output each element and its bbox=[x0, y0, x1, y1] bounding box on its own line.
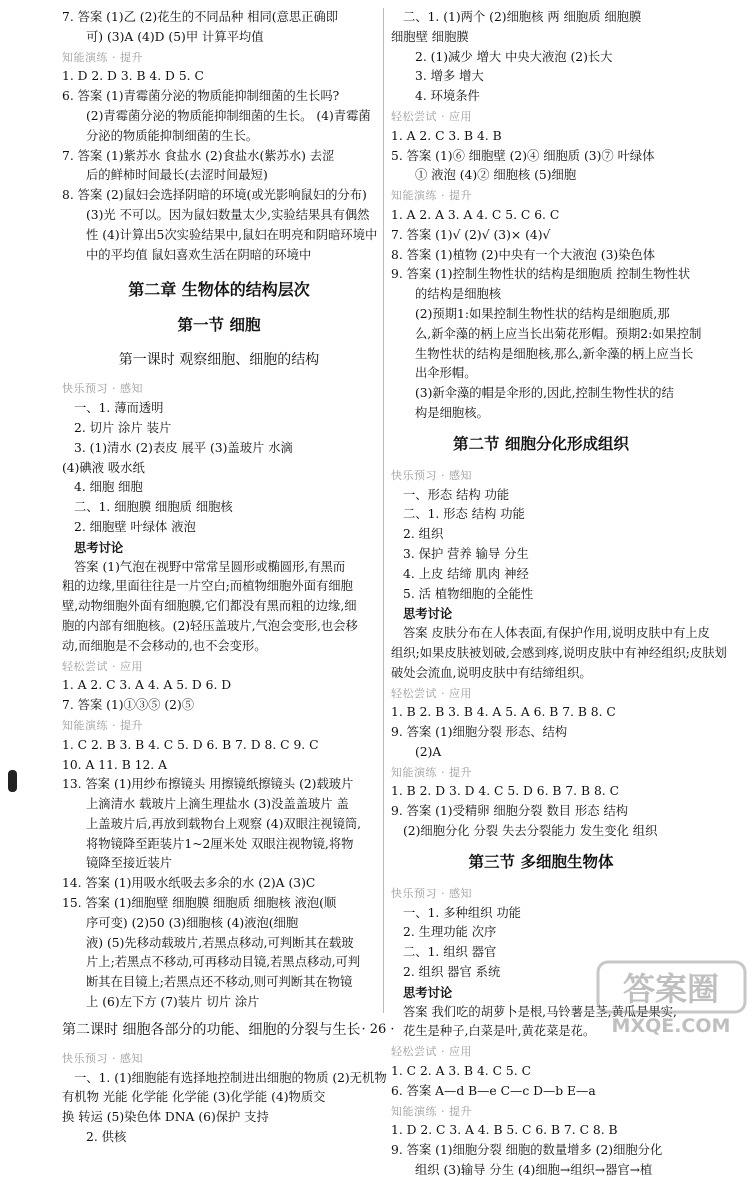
right-line: 思考讨论 bbox=[403, 606, 453, 622]
left-line: 上滴清水 载玻片上滴生理盐水 (3)没盖盖玻片 盖 bbox=[86, 797, 349, 812]
left-line: 胞的内部有细胞核。(2)轻压盖玻片,气泡会变形,也会移 bbox=[62, 618, 358, 633]
right-line: 9. 答案 (1)细胞分裂 形态、结构 bbox=[391, 725, 568, 740]
left-line: 8. 答案 (2)鼠妇会选择阴暗的环境(或光影响鼠妇的分布) bbox=[62, 188, 367, 203]
left-line: (2)青霉菌分泌的物质能抑制细菌的生长。 (4)青霉菌 bbox=[86, 108, 371, 123]
left-line: 7. 答案 (1)紫苏水 食盐水 (2)食盐水(紫苏水) 去涩 bbox=[62, 148, 335, 163]
left-line: 快乐预习 · 感知 bbox=[62, 1051, 143, 1065]
watermark-url: MXQE.COM bbox=[611, 1015, 731, 1037]
left-line: 分泌的物质能抑制细菌的生长。 bbox=[86, 128, 259, 143]
right-line: 1. B 2. B 3. B 4. A 5. A 6. B 7. B 8. C bbox=[391, 705, 616, 720]
right-line: 2. 组织 bbox=[403, 527, 444, 542]
right-line: 8. 答案 (1)植物 (2)中央有一个大液泡 (3)染色体 bbox=[391, 247, 656, 262]
right-line: (2)细胞分化 分裂 失去分裂能力 发生变化 组织 bbox=[403, 824, 658, 839]
left-line: 7. 答案 (1)乙 (2)花生的不同品种 相同(意思正确即 bbox=[62, 10, 339, 24]
left-line: 第一课时 观察细胞、细胞的结构 bbox=[118, 352, 320, 369]
left-line: 换 转运 (5)染色体 DNA (6)保护 支持 bbox=[62, 1110, 269, 1125]
right-line: 3. 增多 增大 bbox=[415, 69, 484, 84]
right-line: 6. 答案 A—d B—e C—c D—b E—a bbox=[391, 1083, 596, 1098]
right-line: (3)新伞藻的帽是伞形的,因此,控制生物性状的结 bbox=[415, 386, 674, 401]
left-line: 上 (6)左下方 (7)装片 切片 涂片 bbox=[86, 995, 260, 1010]
right-line: 5. 答案 (1)⑥ 细胞壁 (2)④ 细胞质 (3)⑦ 叶绿体 bbox=[391, 148, 655, 163]
left-line: 断其在目镜上;若黑点还不移动,则可判断其在物镜 bbox=[86, 975, 353, 990]
right-line: 答案 皮肤分布在人体表面,有保护作用,说明皮肤中有上皮 bbox=[403, 626, 710, 641]
right-line: 二、1. 形态 结构 功能 bbox=[403, 507, 525, 522]
left-line: 快乐预习 · 感知 bbox=[62, 382, 143, 396]
left-line: 14. 答案 (1)用吸水纸吸去多余的水 (2)A (3)C bbox=[62, 876, 316, 891]
scan-ink-mark bbox=[8, 770, 17, 792]
right-line: 二、1. 组织 器官 bbox=[403, 945, 497, 960]
right-line: 生物性状的结构是细胞核,那么,新伞藻的柄上应当长 bbox=[415, 346, 694, 361]
right-line: 4. 上皮 结缔 肌肉 神经 bbox=[403, 566, 529, 581]
right-line: 答案 我们吃的胡萝卜是根,马铃薯是茎,黄瓜是果实, bbox=[403, 1004, 677, 1019]
right-line: 5. 活 植物细胞的全能性 bbox=[403, 586, 534, 601]
left-line: 1. C 2. B 3. B 4. C 5. D 6. B 7. D 8. C 9. C bbox=[62, 737, 319, 752]
left-line: 10. A 11. B 12. A bbox=[62, 757, 168, 772]
right-line: 1. D 2. C 3. A 4. B 5. C 6. B 7. C 8. B bbox=[391, 1123, 618, 1138]
left-line: 答案 (1)气泡在视野中常常呈圆形或椭圆形,有黑而 bbox=[74, 559, 346, 574]
left-line: 有机物 光能 化学能 化学能 (3)化学能 (4)物质交 bbox=[62, 1090, 326, 1105]
right-line: 一、1. 多种组织 功能 bbox=[403, 905, 521, 920]
left-line: 中的平均值 鼠妇喜欢生活在阴暗的环境中 bbox=[86, 247, 312, 262]
left-line: 液) (5)先移动载玻片,若黑点移动,可判断其在载玻 bbox=[86, 935, 354, 950]
right-line: 组织 (3)输导 分生 (4)细胞→组织→器官→植 bbox=[415, 1163, 653, 1178]
right-line: 4. 环境条件 bbox=[415, 89, 480, 104]
left-line: 轻松尝试 · 应用 bbox=[62, 659, 143, 673]
left-line: 2. 细胞壁 叶绿体 液泡 bbox=[74, 519, 196, 534]
left-line: 将物镜降至距装片1~2厘米处 双眼注视物镜,将物 bbox=[86, 836, 354, 851]
right-line: 1. C 2. A 3. B 4. C 5. C bbox=[391, 1064, 531, 1079]
left-line: 3. (1)清水 (2)表皮 展平 (3)盖玻片 水滴 bbox=[74, 440, 293, 455]
right-line: 9. 答案 (1)控制生物性状的结构是细胞质 控制生物性状 bbox=[391, 267, 691, 282]
left-line: 13. 答案 (1)用纱布擦镜头 用擦镜纸擦镜头 (2)载玻片 bbox=[62, 777, 354, 792]
right-line: 破处会流血,说明皮肤中有结缔组织。 bbox=[391, 665, 592, 680]
right-line: 快乐预习 · 感知 bbox=[391, 468, 472, 482]
left-line: 15. 答案 (1)细胞壁 细胞膜 细胞质 细胞核 液泡(顺 bbox=[62, 896, 337, 911]
left-line: (3)光 不可以。因为鼠妇数量太少,实验结果具有偶然 bbox=[86, 207, 370, 222]
right-line: 知能演练 · 提升 bbox=[391, 765, 472, 779]
watermark-title: 答案圈 bbox=[622, 970, 720, 1008]
left-line: 序可变) (2)50 (3)细胞核 (4)液泡(细胞 bbox=[86, 915, 299, 930]
right-line: 9. 答案 (1)细胞分裂 细胞的数量增多 (2)细胞分化 bbox=[391, 1143, 663, 1158]
right-line: 快乐预习 · 感知 bbox=[391, 886, 472, 900]
right-line: 知能演练 · 提升 bbox=[391, 189, 472, 203]
left-line: 6. 答案 (1)青霉菌分泌的物质能抑制细菌的生长吗? bbox=[62, 89, 340, 104]
left-line: 第二章 生物体的结构层次 bbox=[128, 280, 310, 300]
right-line: (2)A bbox=[415, 744, 442, 759]
right-line: (2)预期1:如果控制生物性状的结构是细胞质,那 bbox=[415, 306, 670, 321]
left-line: 知能演练 · 提升 bbox=[62, 718, 143, 732]
column-divider bbox=[383, 8, 384, 1013]
left-line: 镜降至接近装片 bbox=[86, 856, 173, 871]
left-line: 后的鲜柿时间最长(去涩时间最短) bbox=[86, 168, 268, 183]
left-line: 性 (4)计算出5次实验结果中,鼠妇在明亮和阴暗环境中 bbox=[86, 227, 378, 242]
right-line: 花生是种子,白菜是叶,黄花菜是花。 bbox=[403, 1024, 596, 1039]
right-line: 1. A 2. A 3. A 4. C 5. C 6. C bbox=[391, 207, 560, 222]
page-number: · 26 · bbox=[361, 1022, 395, 1037]
left-line: (4)碘液 吸水纸 bbox=[62, 460, 145, 475]
right-line: 么,新伞藻的柄上应当长出菊花形帽。预期2:如果控制 bbox=[415, 326, 702, 341]
right-line: 构是细胞核。 bbox=[415, 405, 489, 420]
right-line: ① 液泡 (4)② 细胞核 (5)细胞 bbox=[415, 168, 577, 183]
left-line: 知能演练 · 提升 bbox=[62, 50, 143, 64]
left-line: 可) (3)A (4)D (5)甲 计算平均值 bbox=[86, 29, 264, 44]
left-line: 1. A 2. C 3. A 4. A 5. D 6. D bbox=[62, 678, 232, 693]
right-line: 3. 保护 营养 输导 分生 bbox=[403, 546, 529, 561]
right-line: 2. 生理功能 次序 bbox=[403, 925, 497, 940]
right-line: 二、1. (1)两个 (2)细胞核 两 细胞质 细胞膜 bbox=[403, 10, 642, 24]
right-line: 2. 组织 器官 系统 bbox=[403, 965, 501, 980]
left-line: 动,而细胞是不会移动的,也不会变形。 bbox=[62, 638, 267, 653]
right-line: 一、形态 结构 功能 bbox=[403, 487, 510, 502]
left-line: 壁,动物细胞外面有细胞膜,它们都没有黑而粗的边缘,细 bbox=[62, 599, 357, 614]
right-line: 第二节 细胞分化形成组织 bbox=[453, 434, 629, 453]
left-line: 1. D 2. D 3. B 4. D 5. C bbox=[62, 69, 204, 84]
left-line: 一、1. (1)细胞能有选择地控制进出细胞的物质 (2)无机物 bbox=[74, 1070, 387, 1085]
left-line: 7. 答案 (1)①③⑤ (2)⑤ bbox=[62, 698, 195, 713]
right-line: 1. B 2. D 3. D 4. C 5. D 6. B 7. B 8. C bbox=[391, 784, 619, 799]
left-line: 2. 切片 涂片 装片 bbox=[74, 420, 172, 435]
right-line: 知能演练 · 提升 bbox=[391, 1104, 472, 1118]
right-line: 2. (1)减少 增大 中央大液泡 (2)长大 bbox=[415, 49, 613, 64]
right-line: 7. 答案 (1)√ (2)√ (3)× (4)√ bbox=[391, 227, 551, 242]
watermark-logo bbox=[594, 958, 749, 1040]
right-line: 轻松尝试 · 应用 bbox=[391, 109, 472, 123]
left-line: 4. 细胞 细胞 bbox=[74, 480, 143, 495]
right-line: 细胞壁 细胞膜 bbox=[391, 29, 469, 44]
right-line: 出伞形帽。 bbox=[415, 366, 477, 381]
right-line: 第三节 多细胞生物体 bbox=[468, 852, 614, 871]
left-line: 第一节 细胞 bbox=[177, 316, 261, 335]
right-line: 轻松尝试 · 应用 bbox=[391, 1045, 472, 1059]
left-line: 二、1. 细胞膜 细胞质 细胞核 bbox=[74, 500, 233, 515]
right-line: 9. 答案 (1)受精卵 细胞分裂 数目 形态 结构 bbox=[391, 804, 629, 819]
left-line: 一、1. 薄而透明 bbox=[74, 401, 164, 416]
right-line: 思考讨论 bbox=[403, 984, 453, 1000]
left-line: 第二课时 细胞各部分的功能、细胞的分裂与生长 bbox=[62, 1021, 361, 1038]
left-line: 粗的边缘,里面往往是一片空白;而植物细胞外面有细胞 bbox=[62, 579, 353, 594]
left-line: 片上;若黑点不移动,可再移动目镜,若黑点移动,可判 bbox=[86, 955, 361, 970]
left-line: 上盖玻片后,再放到载物台上观察 (4)双眼注视镜筒, bbox=[86, 816, 362, 831]
right-line: 组织;如果皮肤被划破,会感到疼,说明皮肤中有神经组织;皮肤划 bbox=[391, 645, 727, 660]
right-line: 的结构是细胞核 bbox=[415, 287, 502, 302]
right-line: 1. A 2. C 3. B 4. B bbox=[391, 128, 502, 143]
left-line: 2. 供核 bbox=[86, 1130, 127, 1145]
right-line: 轻松尝试 · 应用 bbox=[391, 686, 472, 700]
left-line: 思考讨论 bbox=[74, 539, 124, 555]
